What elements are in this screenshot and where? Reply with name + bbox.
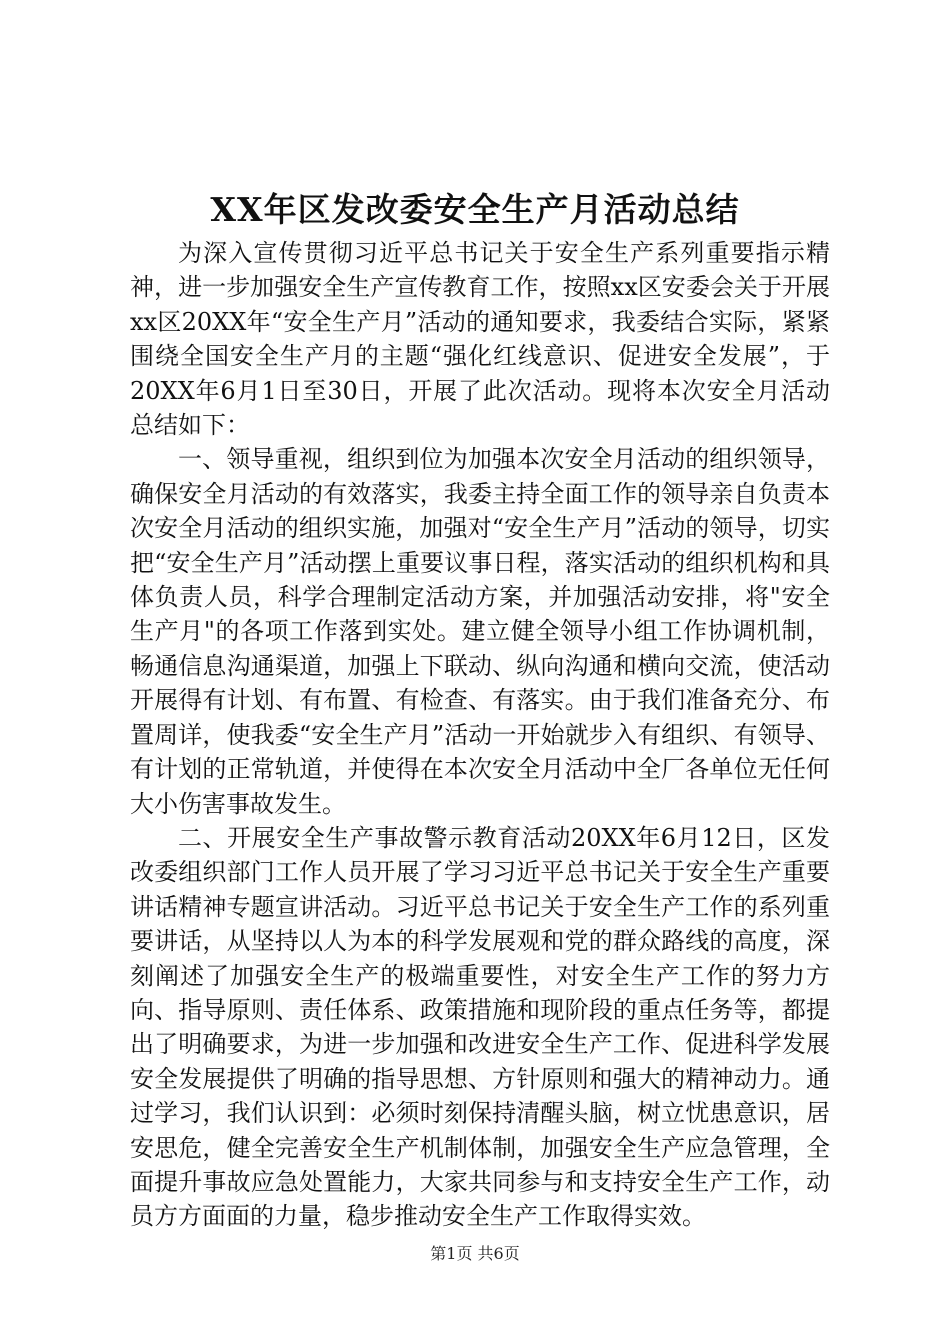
document-title: XX年区发改委安全生产月活动总结 bbox=[210, 190, 740, 229]
page-number-footer: 第1页 共6页 bbox=[430, 1244, 520, 1263]
document-body bbox=[130, 236, 830, 1234]
section-one-paragraph: 一、领导重视，组织到位为加强本次安全月活动的组织领导，确保安全月活动的有效落实，我委主持全面工作的领导亲自负责本次安全月活动的组织实施，加强对“安全生产月”活动的领导，切实把“安全生产月”活动摆上重要议事日程，落实活动的组织机构和具体负责人员，科学合理制定活动方案，并加强活动安排，将"安全生产月"的各项工作落到实处。建立健全领导小组工作协调机制，畅通信息沟通渠道，加强上下联动、纵向沟通和横向交流，使活动开展得有计划、有布置、有检查、有落实。由于我们准备充分、布置周详，使我委“安全生产月”活动一开始就步入有组织、有领导、有计划的正常轨道，并使得在本次安全月活动中全厂各单位无任何大小伤害事故发生。 bbox=[130, 445, 830, 818]
section-two-paragraph: 二、开展安全生产事故警示教育活动20XX年6月12日，区发改委组织部门工作人员开展了学习习近平总书记关于安全生产重要讲话精神专题宣讲活动。习近平总书记关于安全生产工作的系列重要讲话，从坚持以人为本的科学发展观和党的群众路线的高度，深刻阐述了加强安全生产的极端重要性，对安全生产工作的努力方向、指导原则、责任体系、政策措施和现阶段的重点任务等，都提出了明确要求，为进一步加强和改进安全生产工作、促进科学发展安全发展提供了明确的指导思想、方针原则和强大的精神动力。通过学习，我们认识到：必须时刻保持清醒头脑，树立忧患意识，居安思危，健全完善安全生产机制体制，加强安全生产应急管理，全面提升事故应急处置能力，大家共同参与和支持安全生产工作，动员方方面面的力量，稳步推动安全生产工作取得实效。 bbox=[130, 823, 830, 1231]
intro-paragraph: 为深入宣传贯彻习近平总书记关于安全生产系列重要指示精神，进一步加强安全生产宣传教育工作，按照xx区安委会关于开展xx区20XX年“安全生产月”活动的通知要求，我委结合实际，紧紧围绕全国安全生产月的主题“强化红线意识、促进安全发展”，于20XX年6月1日至30日，开展了此次活动。现将本次安全月活动总结如下： bbox=[130, 239, 830, 440]
